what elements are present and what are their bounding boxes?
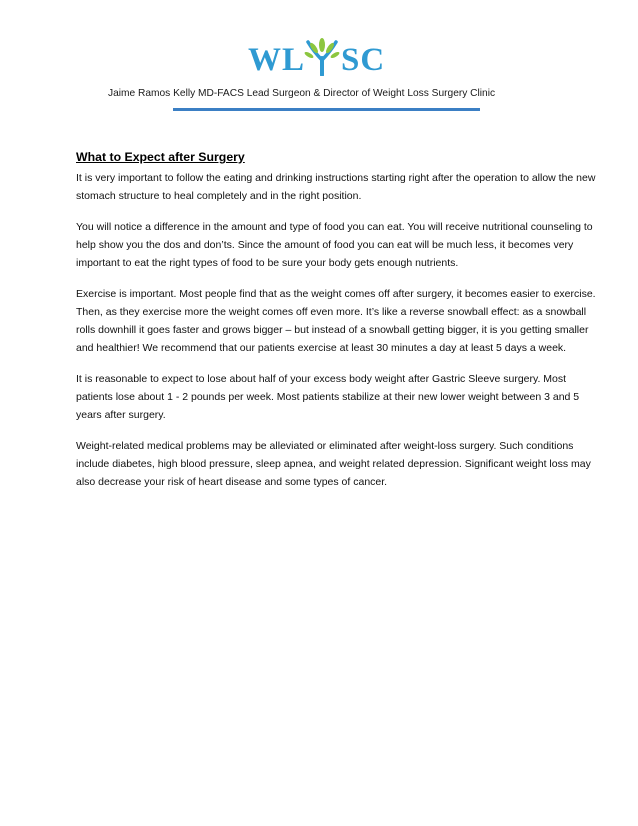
section-title: What to Expect after Surgery [76,150,245,164]
paragraph-medical-benefits: Weight-related medical problems may be alleviated or eliminated after weight-loss surgery. Such conditions include diabetes, high blood pressure, sleep apnea, and weight related depression. Significant weight loss may also decrease your risk of heart disease and some types of cancer. [76,440,591,488]
logo-text-left: WL [248,42,306,78]
leaf-y-icon [302,38,342,76]
paragraph-healing: It is very important to follow the eating and drinking instructions starting right after the operation to allow the new stomach structure to heal completely and in the right position. [76,172,596,202]
wlsc-logo [248,40,388,82]
paragraph-exercise: Exercise is important. Most people find that as the weight comes off after surgery, it becomes easier to exercise. Then, as they exercise more the weight comes off even more. It’s like a reverse snowball effect: as a snowball rolls downhill it goes faster and grows bigger – but instead of a snowball getting bigger, it is you getting smaller and healthier! We recommend that our patients exercise at least 30 minutes a day at least 5 days a week. [76,288,596,354]
paragraph-weight-loss: It is reasonable to expect to lose about half of your excess body weight after Gastric Sleeve surgery. Most patients lose about 1 - 2 pounds per week. Most patients stabilize at their new lower weight between 3 and 5 years after surgery. [76,373,580,421]
header-divider [173,108,480,111]
author-attribution: Jaime Ramos Kelly MD-FACS Lead Surgeon & Director of Weight Loss Surgery Clinic [108,88,496,99]
main-content [76,149,598,504]
paragraph-nutrition: You will notice a difference in the amount and type of food you can eat. You will receive nutritional counseling to help show you the dos and don’ts. Since the amount of food you can eat will be much less, it becomes very important to eat the right types of food to be sure your body gets enough nutrients. [76,221,593,269]
logo-text-right: SC [341,42,386,78]
